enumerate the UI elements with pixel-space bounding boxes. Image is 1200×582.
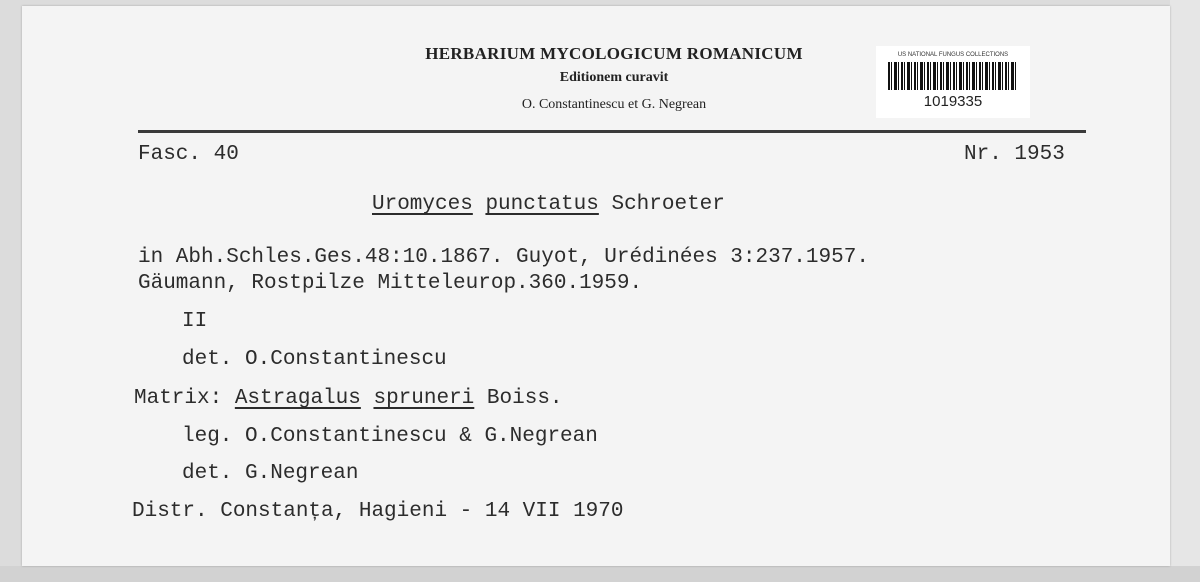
determiner-1: det. O.Constantinescu [182,348,447,371]
host-epithet: spruneri [373,387,475,410]
host-genus: Astragalus [234,387,361,410]
specimen-number: Nr. 1953 [964,143,1065,166]
collector-line: leg. O.Constantinescu & G.Negrean [182,425,598,448]
species-genus: Uromyces [372,193,473,216]
barcode-sticker [876,46,1030,118]
edition-line: Editionem curavit [559,70,669,85]
background-bottom-edge [0,566,1200,582]
barcode-icon [888,62,1018,90]
barcode-caption: US NATIONAL FUNGUS COLLECTIONS [897,52,1009,58]
locality-line: Distr. Constanța, Hagieni - 14 VII 1970 [132,500,624,523]
matrix-line [134,387,563,410]
determiner-2: det. G.Negrean [182,462,359,485]
header-divider [138,130,1086,133]
reference-line-2: Gäumann, Rostpilze Mitteleurop.360.1959. [138,272,643,295]
species-name [372,193,725,216]
species-author: Schroeter [611,193,725,216]
institution-title: HERBARIUM MYCOLOGICUM ROMANICUM [425,44,803,63]
fascicle-number: Fasc. 40 [138,143,239,166]
background-edge [1170,0,1200,582]
host-author: Boiss. [486,387,563,410]
editors-line: O. Constantinescu et G. Negrean [521,97,707,112]
species-epithet: punctatus [485,193,599,216]
matrix-label: Matrix: [134,387,223,410]
spore-stage: II [182,310,208,333]
reference-line-1: in Abh.Schles.Ges.48:10.1867. Guyot, Urédinées 3:237.1957. [138,246,869,269]
barcode-number: 1019335 [923,93,983,110]
